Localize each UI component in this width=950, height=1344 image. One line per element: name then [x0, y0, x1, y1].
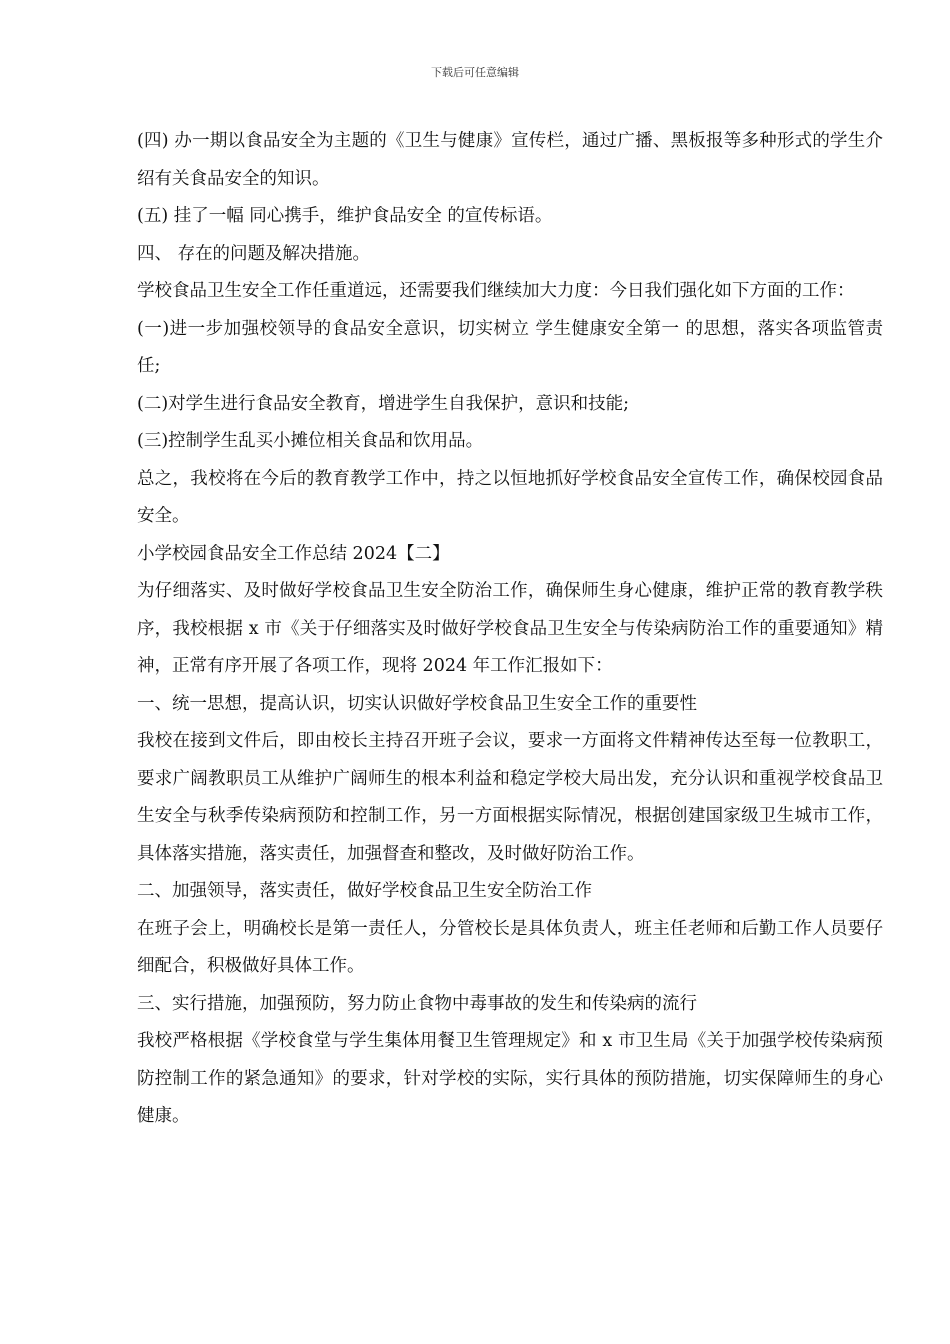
paragraph: 总之，我校将在今后的教育教学工作中，持之以恒地抓好学校食品安全宣传工作，确保校园食品安全。 [137, 468, 883, 526]
section-heading: 四、 存在的问题及解决措施。 [137, 243, 371, 264]
paragraph: (五) 挂了一幅 同心携手，维护食品安全 的宣传标语。 [137, 206, 553, 226]
document-body [137, 123, 883, 1136]
page-header: 下载后可任意编辑 [431, 66, 519, 79]
paragraph: (四) 办一期以食品安全为主题的《卫生与健康》宣传栏，通过广播、黑板报等多种形式的学生介绍有关食品安全的知识。 [137, 131, 883, 189]
paragraph: (二)对学生进行食品安全教育，增进学生自我保护，意识和技能; [137, 393, 630, 414]
paragraph: 我校在接到文件后，即由校长主持召开班子会议，要求一方面将文件精神传达至每一位教职工，要求广阔教职员工从维护广阔师生的根本利益和稳定学校大局出发，充分认识和重视学校食品卫生安全与秋季传染病预防和控制工作，另一方面根据实际情况，根据创建国家级卫生城市工作，具体落实措施，落实责任，加强督查和整改，及时做好防治工作。 [137, 731, 883, 864]
paragraph: 学校食品卫生安全工作任重道远，还需要我们继续加大力度：今日我们强化如下方面的工作： [137, 281, 855, 301]
paragraph: 为仔细落实、及时做好学校食品卫生安全防治工作，确保师生身心健康，维护正常的教育教学秩序，我校根据 x 市《关于仔细落实及时做好学校食品卫生安全与传染病防治工作的重要通知》精神，正常有序开展了各项工作，现将 2024 年工作汇报如下： [137, 581, 883, 676]
section-heading: 二、加强领导，落实责任，做好学校食品卫生安全防治工作 [137, 881, 592, 901]
section-title: 小学校园食品安全工作总结 2024【二】 [137, 543, 450, 564]
paragraph: 在班子会上，明确校长是第一责任人，分管校长是具体负责人，班主任老师和后勤工作人员要仔细配合，积极做好具体工作。 [137, 918, 883, 976]
section-heading: 一、统一思想，提高认识，切实认识做好学校食品卫生安全工作的重要性 [137, 693, 697, 714]
paragraph: 我校严格根据《学校食堂与学生集体用餐卫生管理规定》和 x 市卫生局《关于加强学校传染病预防控制工作的紧急通知》的要求，针对学校的实际，实行具体的预防措施，切实保障师生的身心健康。 [137, 1031, 883, 1126]
section-heading: 三、实行措施，加强预防，努力防止食物中毒事故的发生和传染病的流行 [137, 993, 697, 1014]
paragraph: (一)进一步加强校领导的食品安全意识，切实树立 学生健康安全第一 的思想，落实各项监管责任; [137, 318, 883, 376]
paragraph: (三)控制学生乱买小摊位相关食品和饮用品。 [137, 431, 484, 451]
